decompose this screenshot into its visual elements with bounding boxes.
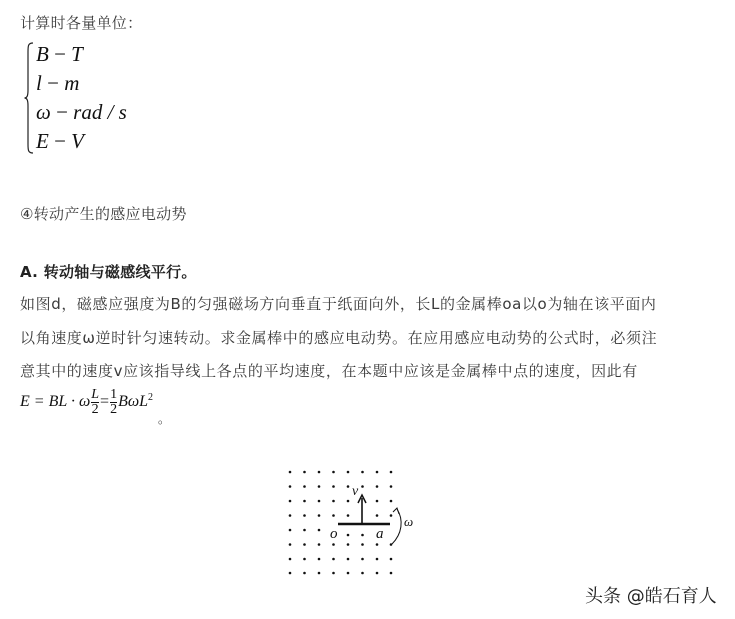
label-origin-o: o (330, 526, 338, 542)
label-omega: ω (404, 514, 414, 529)
label-velocity: v (352, 484, 359, 499)
section-title: ④转动产生的感应电动势 (20, 205, 187, 223)
paragraph-line-2: 以角速度ω逆时针匀速转动。求金属棒中的感应电动势。在应用感应电动势的公式时，必须注 (20, 329, 658, 347)
unit-row-l: l − m (36, 71, 80, 95)
unit-row-b: B − T (36, 42, 83, 66)
emf-formula: E = BL · ω $\frac{L}{2}$ = $\frac{1}{2}$ BωL$^2$ 。 (20, 387, 171, 426)
paragraph-line-3: 意其中的速度v应该指导线上各点的平均速度，在本题中应该是金属棒中点的速度，因此有 (20, 362, 638, 380)
units-heading: 计算时各量单位： (20, 14, 143, 32)
watermark: 头条 @皓石育人 (585, 586, 717, 607)
field-dots (289, 471, 393, 575)
rotation-arc-icon (392, 509, 401, 544)
units-list (24, 40, 144, 158)
subsection-title: A. 转动轴与磁感线平行。 (20, 263, 197, 281)
formula-lhs: E = BL · ω (20, 393, 91, 411)
left-brace-icon (24, 42, 34, 154)
fraction-1-over-2: $\frac{1}{2}$ (110, 387, 118, 417)
unit-row-omega: ω − rad / s (36, 100, 127, 124)
paragraph-line-1: 如图d，磁感应强度为B的匀强磁场方向垂直于纸面向外，长L的金属棒oa以o为轴在该平面内 (20, 295, 657, 313)
fraction-l-over-2: $\frac{L}{2}$ (91, 387, 100, 417)
unit-row-e: E − V (36, 129, 84, 153)
formula-rhs: BωL (118, 393, 149, 411)
label-end-a: a (376, 526, 384, 542)
figure-rotating-rod (280, 462, 430, 586)
formula-period: 。 (158, 412, 171, 426)
